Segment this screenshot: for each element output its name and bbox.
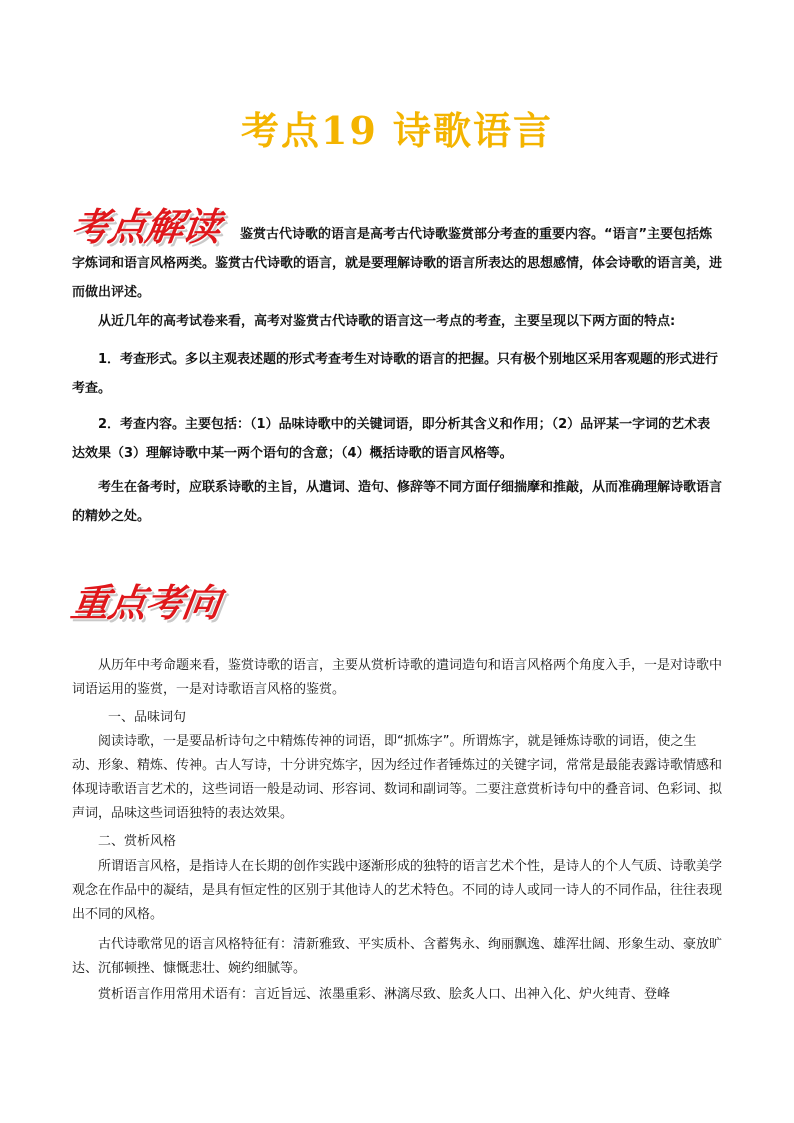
section1-paragraph-2: 从近几年的高考试卷来看，高考对鉴赏古代诗歌的语言这一考点的考查，主要呈现以下两方面的特点: <box>98 314 676 329</box>
section1-paragraph-5: 考生在备考时，应联系诗歌的主旨，从遣词、造句、修辞等不同方面仔细揣摩和推敲，从而准确理解诗歌语言的精妙之处。 <box>72 480 723 524</box>
section2-intro: 从历年中考命题来看，鉴赏诗歌的语言，主要从赏析诗歌的遣词造句和语言风格两个角度入手，一是对诗歌中词语运用的鉴赏，一是对诗歌语言风格的鉴赏。 <box>72 658 723 697</box>
section2-subheading-2: 二、赏析风格 <box>98 834 177 849</box>
section2-paragraph-2: 所谓语言风格，是指诗人在长期的创作实践中逐渐形成的独特的语言艺术个性，是诗人的个人气质、诗歌美学观念在作品中的凝结，是具有恒定性的区别于其他诗人的艺术特色。不同的诗人或同一诗人的不同作品，往往表现出不同的风格。 <box>72 859 723 922</box>
section2-subheading-1: 一、品味词句 <box>108 710 187 725</box>
section2-paragraph-3: 古代诗歌常见的语言风格特征有：清新雅致、平实质朴、含蓄隽永、绚丽飘逸、雄浑壮阔、形象生动、豪放旷达、沉郁顿挫、慷慨悲壮、婉约细腻等。 <box>72 937 723 976</box>
section-heading-kaodian-jiedu: 考点解读 <box>68 205 223 249</box>
section1-paragraph-1: 鉴赏古代诗歌的语言是高考古代诗歌鉴赏部分考查的重要内容。“语言”主要包括炼字炼词和语言风格两类。鉴赏古代诗歌的语言，就是要理解诗歌的语言所表达的思想感情，体会诗歌的语言美，进而做出评述。 <box>72 227 723 300</box>
section1-paragraph-3: 1．考查形式。多以主观表述题的形式考查考生对诗歌的语言的把握。只有极个别地区采用客观题的形式进行考查。 <box>72 352 719 396</box>
section1-paragraph-4: 2．考查内容。主要包括：（1）品味诗歌中的关键词语，即分析其含义和作用；（2）品评某一字词的艺术表达效果（3）理解诗歌中某一两个语句的含意；（4）概括诗歌的语言风格等。 <box>72 417 711 461</box>
page-title: 考点19 诗歌语言 <box>240 108 554 153</box>
section2-paragraph-1: 阅读诗歌，一是要品析诗句之中精炼传神的词语，即“抓炼字”。所谓炼字，就是锤炼诗歌的词语，使之生动、形象、精炼、传神。古人写诗，十分讲究炼字，因为经过作者锤炼过的关键字词，常常是最能表露诗歌情感和体现诗歌语言艺术的，这些词语一般是动词、形容词、数词和副词等。二要注意赏析诗句中的叠音词、色彩词、拟声词，品味这些词语独特的表达效果。 <box>72 734 723 821</box>
section-heading-zhongdian-kaoxiang: 重点考向 <box>68 581 223 625</box>
section2-paragraph-4: 赏析语言作用常用术语有：言近旨远、浓墨重彩、淋漓尽致、脍炙人口、出神入化、炉火纯青、登峰 <box>98 987 671 1002</box>
